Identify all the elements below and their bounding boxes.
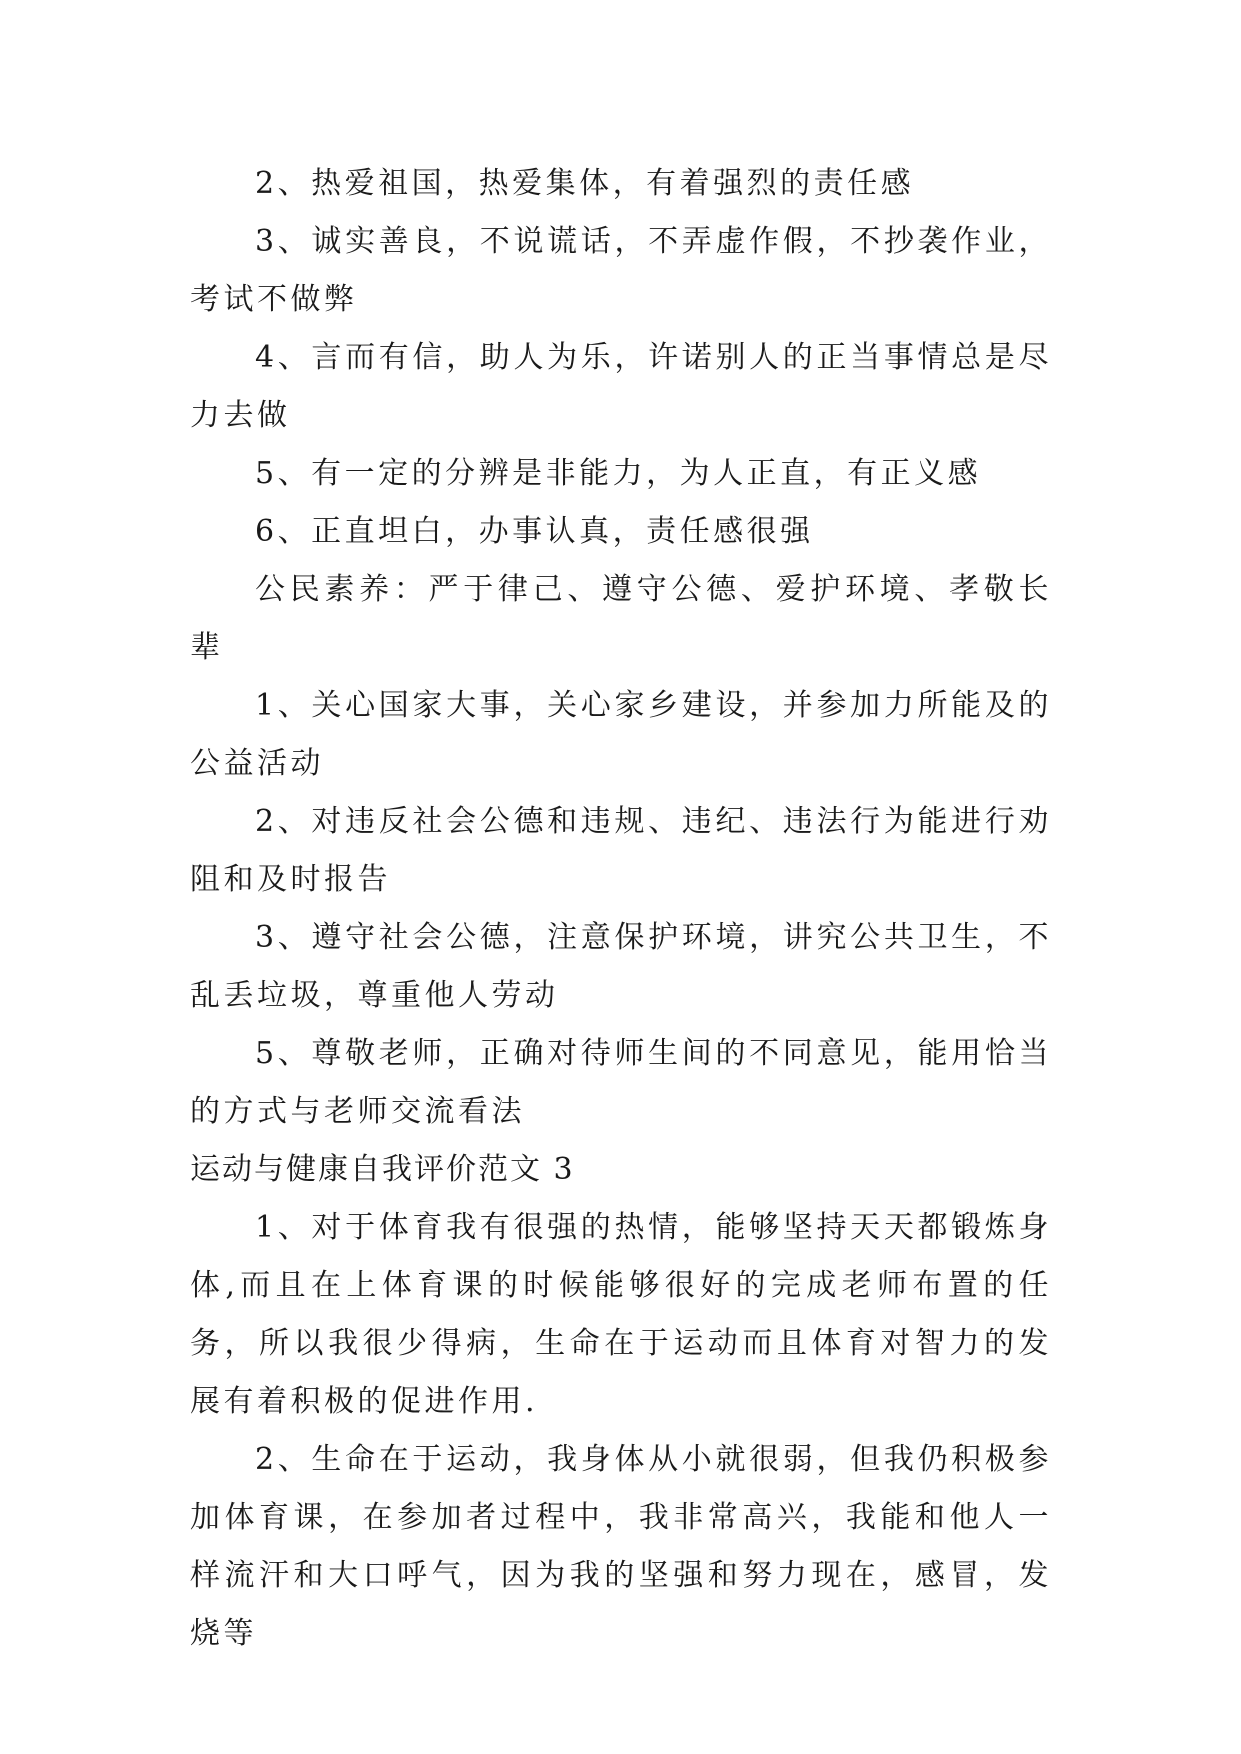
document-page [190,155,1052,1663]
paragraph: 4、言而有信，助人为乐，许诺别人的正当事情总是尽力去做 [190,340,1052,433]
paragraph: 1、关心国家大事，关心家乡建设，并参加力所能及的公益活动 [190,688,1052,781]
paragraph: 5、尊敬老师，正确对待师生间的不同意见，能用恰当的方式与老师交流看法 [190,1036,1052,1129]
paragraph: 2、生命在于运动，我身体从小就很弱，但我仍积极参加体育课，在参加者过程中，我非常高兴，我能和他人一样流汗和大口呼气，因为我的坚强和努力现在，感冒，发烧等 [190,1442,1052,1651]
paragraph: 6、正直坦白，办事认真，责任感很强 [255,514,814,549]
paragraph: 3、诚实善良，不说谎话，不弄虚作假，不抄袭作业，考试不做弊 [190,224,1052,317]
paragraph: 1、对于体育我有很强的热情，能够坚持天天都锻炼身体,而且在上体育课的时候能够很好的完成老师布置的任务，所以我很少得病，生命在于运动而且体育对智力的发展有着积极的促进作用. [190,1210,1052,1419]
section-heading: 运动与健康自我评价范文 3 [190,1152,575,1187]
paragraph: 5、有一定的分辨是非能力，为人正直，有正义感 [255,456,982,491]
paragraph: 公民素养：严于律己、遵守公德、爱护环境、孝敬长辈 [190,572,1052,665]
paragraph: 2、热爱祖国，热爱集体，有着强烈的责任感 [255,166,915,201]
paragraph: 2、对违反社会公德和违规、违纪、违法行为能进行劝阻和及时报告 [190,804,1052,897]
paragraph: 3、遵守社会公德，注意保护环境，讲究公共卫生，不乱丢垃圾，尊重他人劳动 [190,920,1052,1013]
